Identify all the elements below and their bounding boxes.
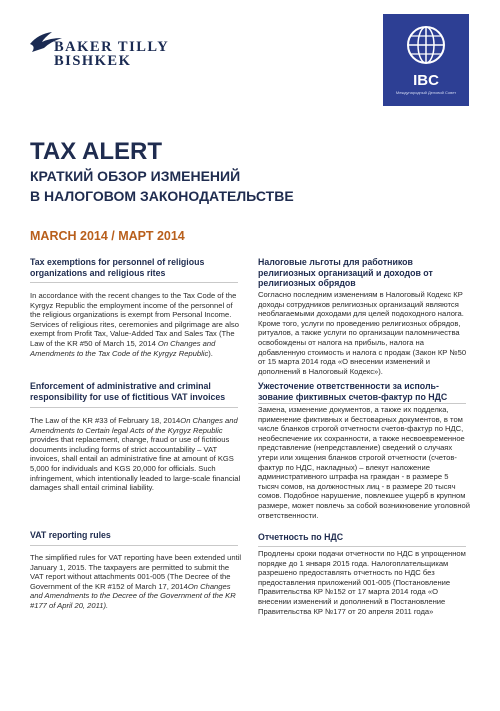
divider	[258, 546, 466, 547]
divider	[30, 407, 238, 408]
logo-line1: BAKER TILLY	[54, 39, 170, 55]
left-s1-body: In accordance with the recent changes to the Tax Code of the Kyrgyz Republic the employment income of the personnel of the religious organizations is exempt from Personal Income. Services of religious rites, ceremonies and pilgrimage are also exempt from Profit Tax, Value-Added Tax and Sales Tax (The Law of the KR #50 of March 15, 2014 On Changes and Amendments to the Tax Code of the Kyrgyz Republic).	[30, 291, 239, 358]
page-subtitle	[30, 166, 294, 206]
ibc-sublabel: Международный Деловой Совет	[395, 90, 457, 95]
company-logo	[54, 40, 169, 68]
subtitle-line1: КРАТКИЙ ОБЗОР ИЗМЕНЕНИЙ	[30, 168, 241, 184]
right-s1-heading: Налоговые льготы для работников религиозных организаций и доходов от религиозных обрядов	[258, 257, 433, 288]
divider	[258, 403, 466, 404]
issue-date: MARCH 2014 / МАРТ 2014	[30, 229, 185, 243]
left-s2-heading: Enforcement of administrative and criminal responsibility for use of fictitious VAT invoices	[30, 381, 226, 402]
logo-line2: BISHKEK	[54, 53, 132, 69]
divider	[30, 545, 238, 546]
right-s2-body: Замена, изменение документов, а также их подделка, применение фиктивных и бестоварных документов, в том числе бланков строгой отчетности счетов-фактур по НДС, необеспечение их сохранности, а также несвоевременное представление (непредставление) сведений о случаях утери или хищения бланков строгой отчетности (счетов-фактур по НДС, накладных) – влекут наложение административного штрафа на граждан - в размере 5 тысяч сомов, на должностных лиц - в размере 20 тысяч сомов. Подобное нарушение, повлекшее ущерб в крупном размере, может повлечь за собой возникновение уголовной ответственности.	[258, 405, 470, 520]
right-s1-body: Согласно последним изменениям в Налоговый Кодекс КР доходы сотрудников религиозных организаций являются необлагаемыми доходами для целей подоходного налога. Кроме того, услуги по проведению религиозных обрядов, ритуалов, а также услуги по организации паломничества освобождены от налога на прибыль, налога на добавленную стоимость и налога с продаж (Закон КР №50 от 15 марта 2014 года «О внесении изменений и дополнений в Налоговый Кодекс»).	[258, 290, 467, 376]
ibc-label: IBC	[413, 72, 439, 89]
right-s2-heading: Ужесточение ответственности за исполь-зование фиктивных счетов-фактур по НДС	[258, 381, 448, 402]
page-title: TAX ALERT	[30, 138, 162, 165]
left-s3-heading: VAT reporting rules	[30, 530, 111, 540]
right-s3-body: Продлены сроки подачи отчетности по НДС в упрощенном порядке до 1 января 2015 года. Налогоплательщикам разрешено предоставлять отчетность по НДС без предоставления приложений 001-005 (Постановление Правительства КР №152 от 17 марта 2014 года «О внесении изменений и дополнений в Постановление Правительства КР №177 от 20 апреля 2011 года»	[258, 549, 466, 616]
left-s1-heading: Tax exemptions for personnel of religious organizations and religious rites	[30, 257, 205, 278]
divider	[30, 282, 238, 283]
left-s2-body: The Law of the KR #33 of February 18, 2014On Changes and Amendments to Certain legal Acts of the Kyrgyz Republic provides that replacement, change, fraud or use of fictitious documents including forms of strict accountability – VAT invoices, shall entail an administrative fine at amount of KGS 5,000 for individuals and KGS 20,000 for officials. Such infringement, which intentionally leaded to large-scale financial damages shall entail criminal liability.	[30, 416, 241, 493]
subtitle-line2: В НАЛОГОВОМ ЗАКОНОДАТЕЛЬСТВЕ	[30, 188, 294, 204]
left-s3-body: The simplified rules for VAT reporting have been extended until January 1, 2015. The taxpayers are permitted to submit the VAT report without attachments 001-005 (The Decree of the Government of the KR #152 of March 17, 2014On Changes and Amendments to the Decree of the Government of the KR #177 of April 20, 2011).	[30, 553, 242, 610]
right-s3-heading: Отчетность по НДС	[258, 532, 344, 542]
globe-icon	[405, 24, 447, 66]
ibc-logo	[383, 14, 469, 106]
